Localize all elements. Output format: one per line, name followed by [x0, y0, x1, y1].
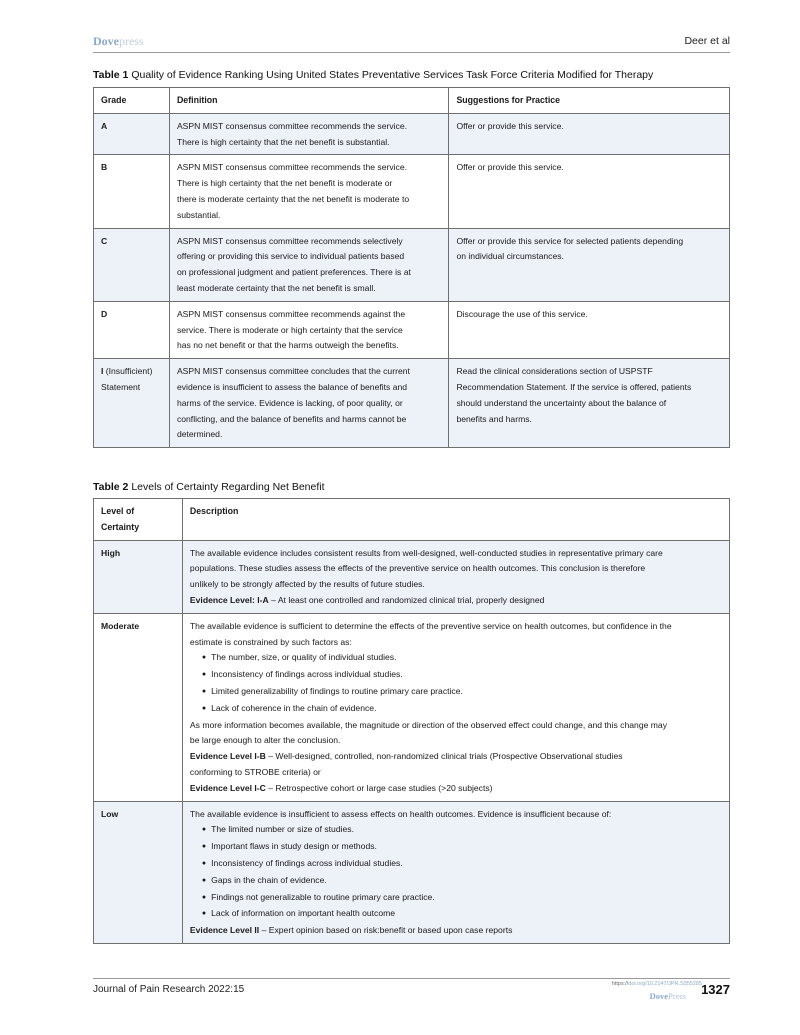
list-item: ● Important flaws in study design or methods.	[202, 839, 723, 856]
journal-citation: Journal of Pain Research 2022:15	[93, 984, 245, 995]
list-item: ● Limited generalizability of findings to routine primary care practice.	[202, 684, 723, 701]
table2-row-high	[94, 540, 730, 613]
suggestion-cell: Offer or provide this service.	[449, 113, 730, 155]
dovepress-footer-logo: DovePress	[649, 991, 686, 1001]
table2	[93, 498, 730, 944]
table2-label: Table 2	[93, 481, 129, 493]
table2-row-low	[94, 801, 730, 943]
description-cell: The available evidence includes consistent results from well-designed, well-conducted studies in representative primary care populations. These studies assess the effects of the preventive service on health outcomes. This conclusion is therefore unlikely to be strongly affected by the results of future studies. Evidence Level: I-A – At least one controlled and randomized clinical trial, properly designed	[182, 540, 729, 613]
running-title: Deer et al	[684, 35, 730, 47]
list-item: ● Inconsistency of findings across individual studies.	[202, 856, 723, 873]
table1-col-definition: Definition	[169, 88, 448, 114]
suggestion-cell: Read the clinical considerations section of USPSTF Recommendation Statement. If the service is offered, patients should understand the uncertainty about the balance of benefits and harms.	[449, 359, 730, 448]
table1-row-d	[94, 301, 730, 358]
table1-caption	[93, 69, 653, 81]
level-cell: Low	[94, 801, 183, 943]
table1-row-i	[94, 359, 730, 448]
doi-link[interactable]: https://doi.org/10.2147/JPR.S355285	[611, 981, 702, 987]
list-item: ● Findings not generalizable to routine primary care practice.	[202, 890, 723, 907]
list-item: ● The number, size, or quality of individual studies.	[202, 650, 723, 667]
grade-cell: C	[94, 228, 170, 301]
table1	[93, 87, 730, 448]
definition-cell: ASPN MIST consensus committee recommends selectively offering or providing this service to individual patients based on professional judgment and patient preferences. There is at least moderate certainty that the net benefit is small.	[169, 228, 448, 301]
table1-row-a	[94, 113, 730, 155]
page-header	[93, 34, 730, 53]
table1-col-suggestions: Suggestions for Practice	[449, 88, 730, 114]
description-cell: The available evidence is insufficient to assess effects on health outcomes. Evidence is insufficient because of: ● The limited number or size of studies. ● Important flaws in study design or methods. ● Inconsistency of findings across individual studies. ● Gaps in the chain of evidence. ● Findings not generalizable to routine primary care practice. ● Lack of information on important health outcome Evidence Level II – Expert opinion based on risk:benefit or based upon case reports	[182, 801, 729, 943]
level-cell: High	[94, 540, 183, 613]
table2-row-moderate	[94, 613, 730, 801]
list-item: ● Inconsistency of findings across individual studies.	[202, 667, 723, 684]
table1-label: Table 1	[93, 69, 129, 81]
dovepress-logo: Dovepress	[93, 34, 144, 48]
suggestion-cell: Offer or provide this service.	[449, 155, 730, 228]
grade-cell: I (Insufficient) Statement	[94, 359, 170, 448]
table2-header-row	[94, 499, 730, 541]
definition-cell: ASPN MIST consensus committee recommends the service. There is high certainty that the net benefit is substantial.	[169, 113, 448, 155]
page-footer	[93, 978, 730, 1019]
definition-cell: ASPN MIST consensus committee recommends the service. There is high certainty that the net benefit is moderate or there is moderate certainty that the net benefit is moderate to substantial.	[169, 155, 448, 228]
table2-col-description: Description	[182, 499, 729, 541]
list-item: ● The limited number or size of studies.	[202, 822, 723, 839]
table1-row-c	[94, 228, 730, 301]
table2-caption-text: Levels of Certainty Regarding Net Benefit	[131, 481, 325, 493]
table1-row-b	[94, 155, 730, 228]
definition-cell: ASPN MIST consensus committee recommends against the service. There is moderate or high certainty that the service has no net benefit or that the harms outweigh the benefits.	[169, 301, 448, 358]
level-cell: Moderate	[94, 613, 183, 801]
list-item: ● Lack of coherence in the chain of evidence.	[202, 701, 723, 718]
suggestion-cell: Discourage the use of this service.	[449, 301, 730, 358]
list-item: ● Lack of information on important health outcome	[202, 906, 723, 923]
table2-col-level: Level of Certainty	[94, 499, 183, 541]
table2-caption	[93, 481, 325, 493]
list-item: ● Gaps in the chain of evidence.	[202, 873, 723, 890]
definition-cell: ASPN MIST consensus committee concludes that the current evidence is insufficient to assess the balance of benefits and harms of the service. Evidence is lacking, of poor quality, or conflicting, and the balance of benefits and harms cannot be determined.	[169, 359, 448, 448]
grade-cell: D	[94, 301, 170, 358]
grade-cell: A	[94, 113, 170, 155]
table1-caption-text: Quality of Evidence Ranking Using United States Preventative Services Task Force Criteria Modified for Therapy	[131, 69, 654, 81]
suggestion-cell: Offer or provide this service for selected patients depending on individual circumstances.	[449, 228, 730, 301]
table1-col-grade: Grade	[94, 88, 170, 114]
description-cell: The available evidence is sufficient to determine the effects of the preventive service on health outcomes, but confidence in the estimate is constrained by such factors as: ● The number, size, or quality of individual studies. ● Inconsistency of findings across individual studies. ● Limited generalizability of findings to routine primary care practice. ● Lack of coherence in the chain of evidence. As more information becomes available, the magnitude or direction of the observed effect could change, and this change may be large enough to alter the conclusion. Evidence Level I-B – Well-designed, controlled, non-randomized clinical trials (Prospective Observational studies conforming to STROBE criteria) or Evidence Level I-C – Retrospective cohort or large case studies (>20 subjects)	[182, 613, 729, 801]
grade-cell: B	[94, 155, 170, 228]
page-number: 1327	[701, 982, 730, 997]
table1-header-row	[94, 88, 730, 114]
